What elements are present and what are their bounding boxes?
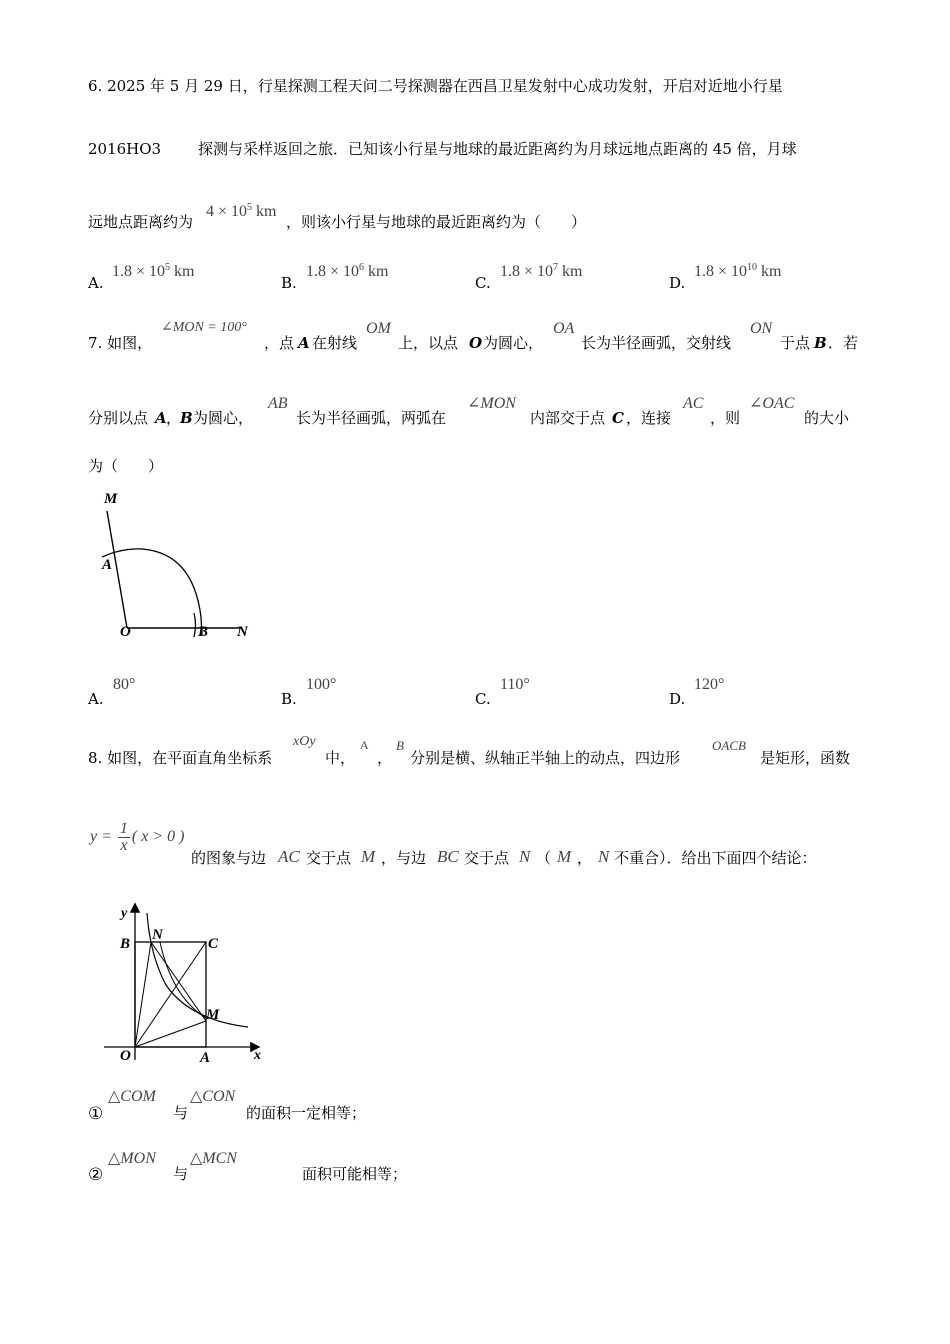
q8-fig-label-a: A bbox=[200, 1050, 211, 1065]
q7-figure bbox=[90, 485, 260, 645]
q7-text: 的大小 bbox=[804, 409, 850, 427]
q8-function-expression: y = $\frac{1}{x}$ ( x > 0 ) bbox=[90, 820, 185, 854]
q6-distance-expression: $4 \times 10^5$ km bbox=[206, 202, 277, 220]
q8-point-a: A bbox=[360, 738, 369, 752]
q8-fig-label-m: M bbox=[206, 1007, 220, 1023]
q7-option-d: 120° bbox=[694, 676, 725, 693]
q7-point-b: B bbox=[814, 334, 827, 352]
q7-option-c-letter: C. bbox=[475, 690, 491, 708]
q7-ray-om: OM bbox=[366, 320, 391, 337]
q7-point-b: B bbox=[180, 409, 193, 427]
q7-fig-label-m: M bbox=[104, 491, 118, 507]
q7-line3: 为（ ） bbox=[88, 457, 164, 475]
q8-text: 交于点 bbox=[306, 849, 352, 867]
q7-text: ，则 bbox=[710, 409, 741, 427]
q6-asteroid-name: 2016HO3 bbox=[88, 140, 162, 158]
q8-point-b: B bbox=[396, 738, 404, 753]
q8-fig-label-o: O bbox=[120, 1048, 131, 1064]
q7-point-o: O bbox=[469, 334, 483, 352]
q7-text: 为圆心， bbox=[483, 334, 544, 352]
q7-point-a: A bbox=[155, 409, 167, 427]
q8-text: 是矩形，函数 bbox=[760, 749, 851, 767]
q8-side-ac: AC bbox=[278, 847, 300, 866]
q8-text: 的图象与边 bbox=[191, 849, 267, 867]
q6-option-d-letter: D. bbox=[669, 274, 686, 292]
q8-point-n: N bbox=[598, 847, 610, 866]
q8-rectangle-oacb: OACB bbox=[712, 738, 746, 753]
q8-triangle-mon: △MON bbox=[108, 1150, 156, 1167]
q8-conclusion-1-number: ① bbox=[88, 1104, 104, 1124]
q8-text: ， bbox=[577, 849, 593, 867]
q8-point-m: M bbox=[557, 847, 572, 866]
q8-figure bbox=[100, 895, 270, 1065]
q8-side-bc: BC bbox=[437, 847, 459, 866]
q6-option-a: $1.8 \times 10^5$ km bbox=[112, 262, 195, 280]
q7-text: ，点 bbox=[264, 334, 295, 352]
q6-line3-end: ，则该小行星与地球的最近距离约为（ ） bbox=[286, 213, 587, 231]
q6-line2: 探测与采样返回之旅．已知该小行星与地球的最近距离约为月球远地点距离的 45 倍，月球 bbox=[198, 140, 797, 158]
q7-ray-on: ON bbox=[750, 320, 773, 337]
q7-text: ， bbox=[166, 409, 182, 427]
q8-fig-label-x: x bbox=[254, 1048, 261, 1063]
q8-fig-label-y: y bbox=[121, 906, 128, 921]
q7-angle-mon-100: ∠MON = 100° bbox=[161, 320, 247, 335]
q8-text: 交于点 bbox=[464, 849, 510, 867]
q7-fig-label-n: N bbox=[237, 624, 248, 640]
q8-point-n: N bbox=[519, 847, 531, 866]
q8-text: ，与边 bbox=[381, 849, 427, 867]
q7-text: ，连接 bbox=[626, 409, 672, 427]
q8-fig-label-c: C bbox=[208, 936, 219, 952]
q8-text: ， bbox=[377, 749, 393, 767]
q6-line1: 6. 2025 年 5 月 29 日，行星探测工程天问二号探测器在西昌卫星发射中心成功发射，开启对近地小行星 bbox=[88, 77, 783, 95]
q7-text: 为圆心， bbox=[193, 409, 254, 427]
q8-text: 与 bbox=[173, 1165, 189, 1183]
q8-conclusion-2-number: ② bbox=[88, 1165, 104, 1185]
q7-fig-label-a: A bbox=[102, 557, 113, 573]
q7-point-a: A bbox=[298, 334, 310, 352]
q8-text: （ bbox=[536, 849, 552, 867]
q8-conclusion-1-text: 的面积一定相等； bbox=[246, 1104, 367, 1122]
q6-option-b: $1.8 \times 10^6$ km bbox=[306, 262, 389, 280]
q7-segment-oa: OA bbox=[553, 320, 575, 337]
q7-point-c: C bbox=[612, 409, 624, 427]
q7-option-c: 110° bbox=[500, 676, 530, 693]
q7-angle-mon: ∠MON bbox=[467, 395, 516, 412]
q6-option-c: $1.8 \times 10^7$ km bbox=[500, 262, 583, 280]
q7-option-b: 100° bbox=[306, 676, 337, 693]
q8-plane-xoy: xOy bbox=[293, 734, 316, 749]
q8-fig-label-b: B bbox=[120, 936, 131, 952]
q6-option-d: $1.8 \times 10^{10}$ km bbox=[694, 262, 782, 280]
q8-triangle-con: △CON bbox=[190, 1088, 236, 1105]
q8-point-m: M bbox=[361, 847, 376, 866]
q7-text: 长为半径画弧，交射线 bbox=[581, 334, 732, 352]
q8-text: 与 bbox=[173, 1104, 189, 1122]
q6-option-c-letter: C. bbox=[475, 274, 491, 292]
q8-intro: 8. 如图，在平面直角坐标系 bbox=[88, 749, 273, 767]
q6-option-b-letter: B. bbox=[281, 274, 297, 292]
q6-option-a-letter: A. bbox=[88, 274, 104, 292]
q7-option-a-letter: A. bbox=[88, 690, 104, 708]
q7-option-d-letter: D. bbox=[669, 690, 686, 708]
q7-text: 长为半径画弧，两弧在 bbox=[296, 409, 447, 427]
q7-line2: 分别以点 bbox=[88, 409, 149, 427]
q7-segment-ac: AC bbox=[683, 395, 704, 412]
q7-angle-oac: ∠OAC bbox=[749, 395, 795, 412]
q7-text: 在射线 bbox=[312, 334, 358, 352]
q7-text: ．若 bbox=[828, 334, 859, 352]
q7-text: 于点 bbox=[780, 334, 811, 352]
q7-segment-ab: AB bbox=[268, 395, 288, 412]
q8-fig-label-n: N bbox=[152, 927, 163, 943]
q7-intro: 7. 如图， bbox=[88, 334, 153, 352]
q7-fig-label-b: B bbox=[198, 624, 209, 640]
q7-option-a: 80° bbox=[113, 676, 136, 693]
q8-conclusion-2-text: 面积可能相等； bbox=[302, 1165, 408, 1183]
q7-fig-label-o: O bbox=[120, 624, 131, 640]
q8-text: 中， bbox=[325, 749, 356, 767]
q8-triangle-com: △COM bbox=[108, 1088, 156, 1105]
q8-triangle-mcn: △MCN bbox=[190, 1150, 237, 1167]
q7-option-b-letter: B. bbox=[281, 690, 297, 708]
q7-text: 内部交于点 bbox=[530, 409, 606, 427]
q7-text: 上，以点 bbox=[398, 334, 459, 352]
q6-line3-start: 远地点距离约为 bbox=[88, 213, 194, 231]
q8-text: 不重合）．给出下面四个结论： bbox=[614, 849, 817, 867]
q8-text: 分别是横、纵轴正半轴上的动点，四边形 bbox=[410, 749, 681, 767]
